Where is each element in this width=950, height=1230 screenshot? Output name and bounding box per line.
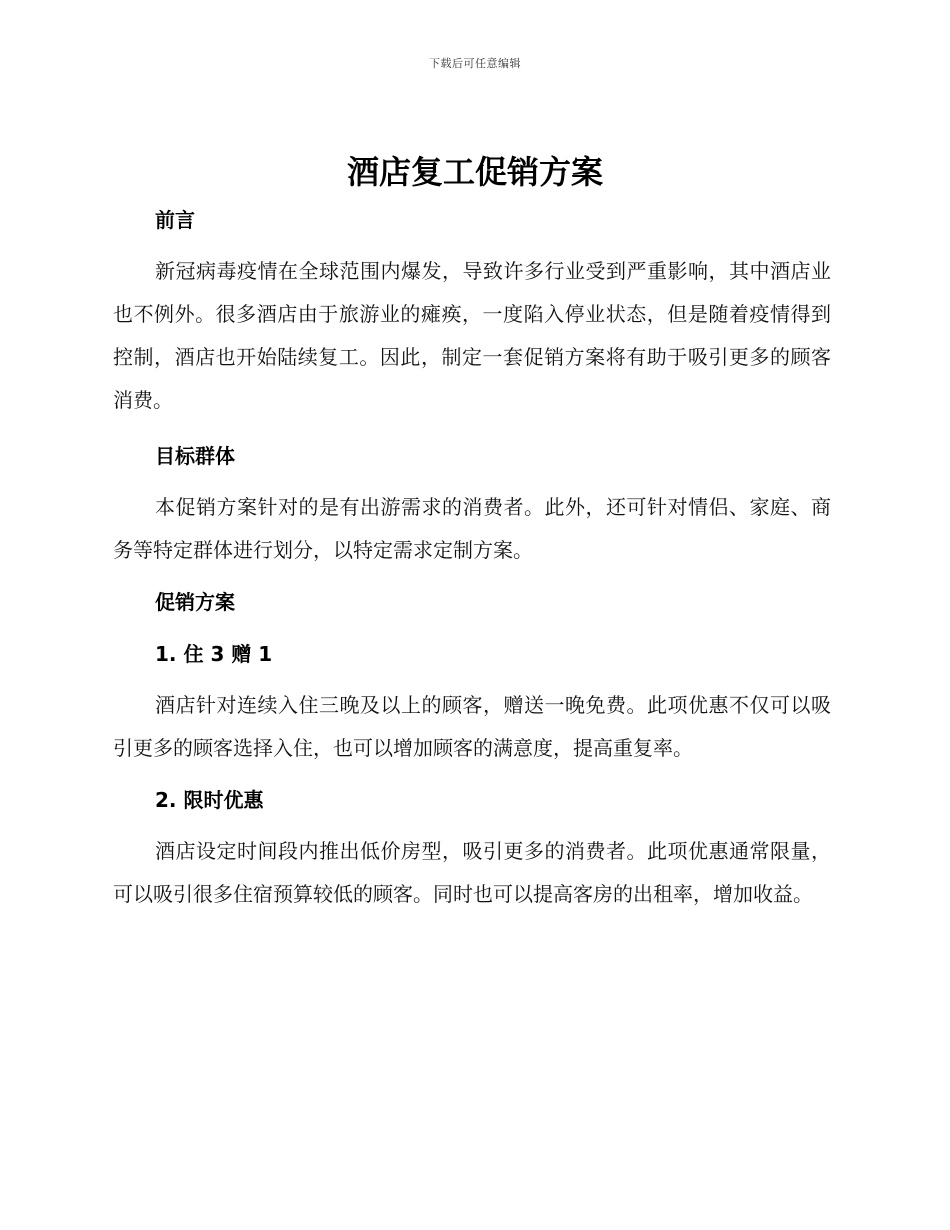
section-heading-preface: 前言 [155, 208, 195, 232]
subheading-item2: 2. 限时优惠 [155, 788, 264, 812]
paragraph-target: 本促销方案针对的是有出游需求的消费者。此外，还可针对情侣、家庭、商务等特定群体进行划分，以特定需求定制方案。 [113, 495, 831, 562]
paragraph-item1: 酒店针对连续入住三晚及以上的顾客，赠送一晚免费。此项优惠不仅可以吸引更多的顾客选择入住，也可以增加顾客的满意度，提高重复率。 [113, 693, 831, 760]
section-heading-plan: 促销方案 [155, 590, 235, 614]
paragraph-preface: 新冠病毒疫情在全球范围内爆发，导致许多行业受到严重影响，其中酒店业也不例外。很多酒店由于旅游业的瘫痪，一度陷入停业状态，但是随着疫情得到控制，酒店也开始陆续复工。因此，制定一套促销方案将有助于吸引更多的顾客消费。 [113, 259, 831, 412]
subheading-item1: 1. 住 3 赠 1 [155, 642, 273, 666]
document-body [113, 198, 831, 916]
document-title: 酒店复工促销方案 [346, 153, 603, 191]
header-note: 下载后可任意编辑 [429, 57, 521, 70]
section-heading-target: 目标群体 [155, 444, 235, 468]
paragraph-item2: 酒店设定时间段内推出低价房型，吸引更多的消费者。此项优惠通常限量，可以吸引很多住宿预算较低的顾客。同时也可以提高客房的出租率，增加收益。 [113, 839, 831, 906]
